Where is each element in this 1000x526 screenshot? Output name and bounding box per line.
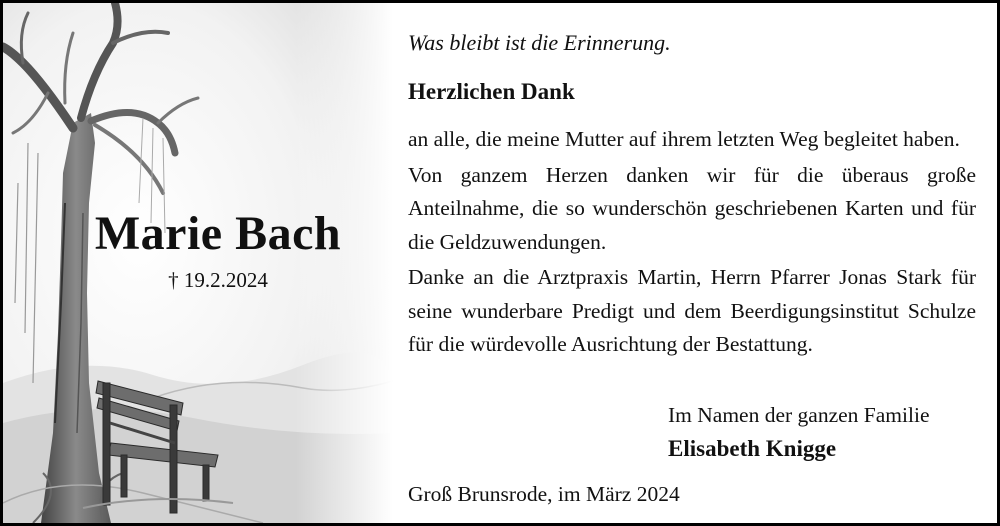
deceased-name: Marie Bach — [94, 207, 342, 260]
signature-intro: Im Namen der ganzen Familie — [668, 403, 930, 427]
thanks-heading: Herzlichen Dank — [408, 79, 575, 104]
signature-name: Elisabeth Knigge — [668, 436, 837, 461]
place-and-date: Groß Brunsrode, im März 2024 — [408, 482, 680, 506]
tree-bench-illustration — [3, 3, 393, 523]
message-paragraph: Von ganzem Herzen danken wir für die überaus große Anteilnahme, die so wunderschön geschriebenen Karten und für die Geldzuwendungen. — [408, 162, 976, 254]
message-paragraph: Danke an die Arztpraxis Martin, Herrn Pfarrer Jonas Stark für seine wunderbare Predigt und dem Beerdigungsinstitut Schulze für die würdevolle Ausrichtung der Bestattung. — [408, 265, 976, 356]
death-date: † 19.2.2024 — [168, 268, 268, 292]
message-paragraph: an alle, die meine Mutter auf ihrem letzten Weg begleitet haben. — [408, 127, 960, 151]
message-body — [408, 123, 976, 364]
motto: Was bleibt ist die Erinnerung. — [408, 30, 671, 55]
